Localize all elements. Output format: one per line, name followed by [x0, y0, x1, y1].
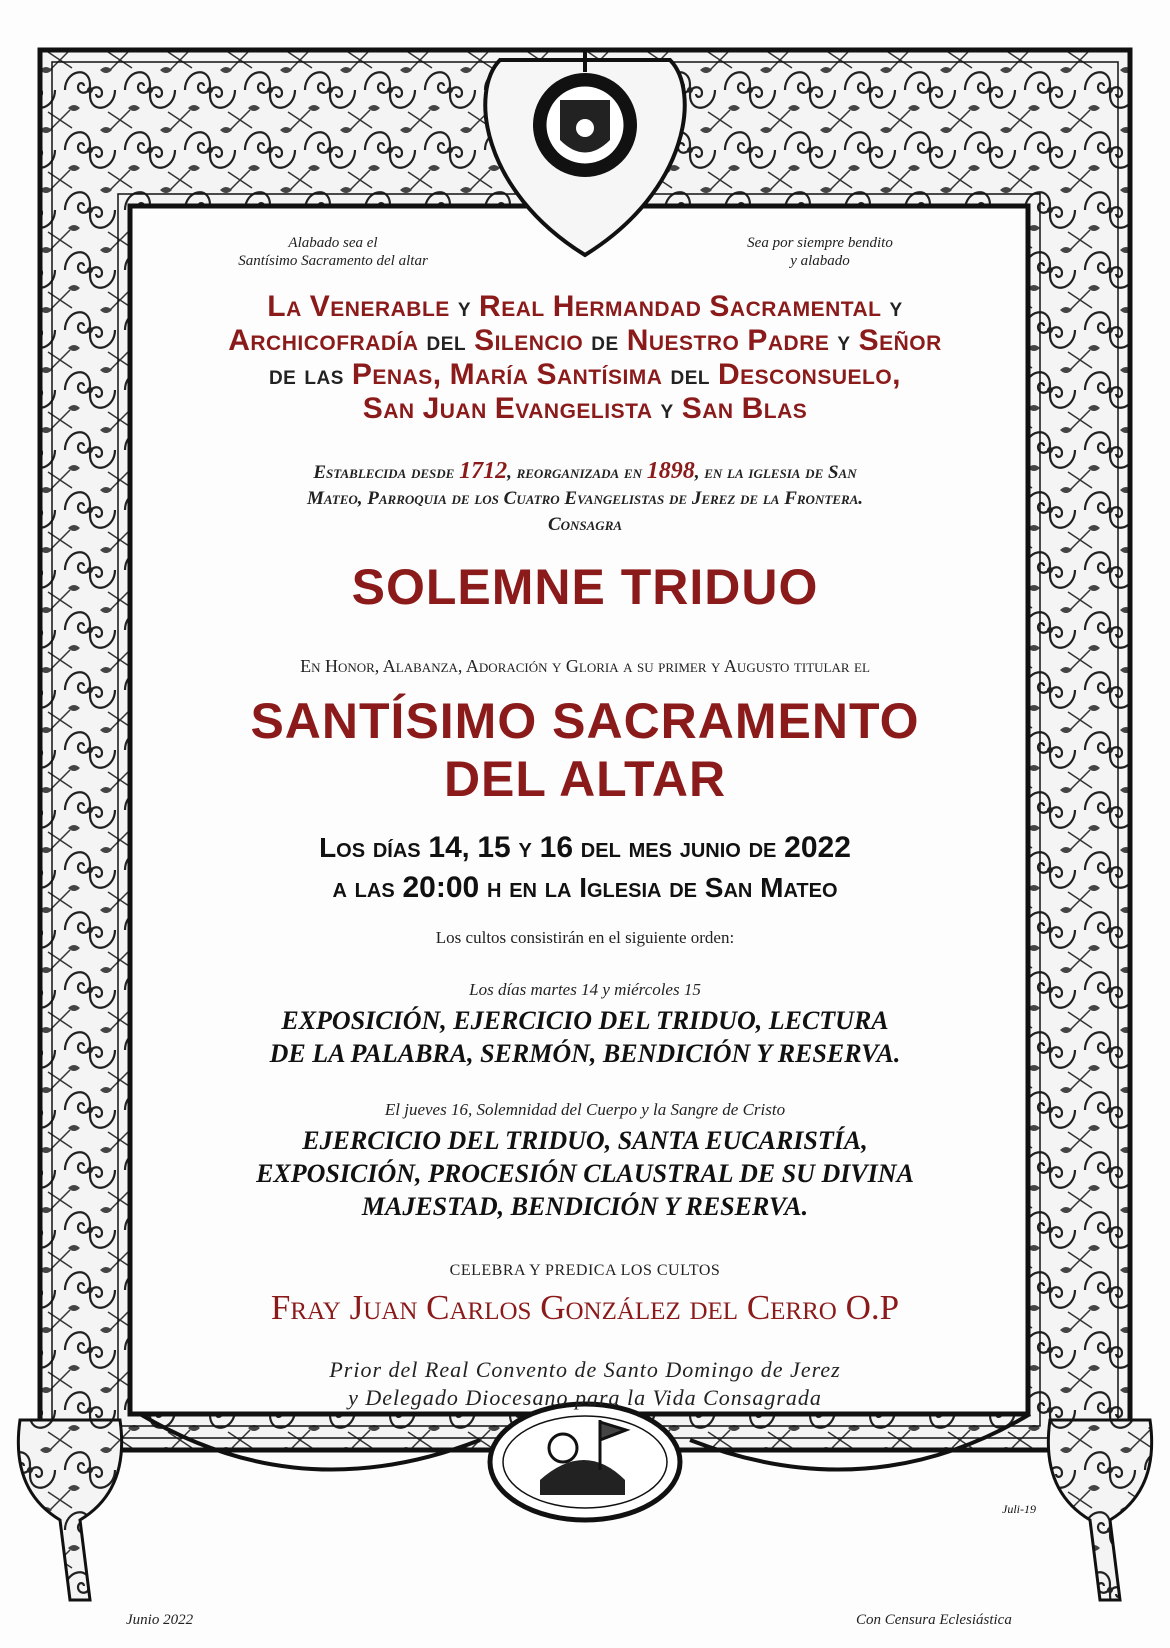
day-1: 14: [428, 831, 462, 864]
word: del: [670, 360, 710, 390]
block1-line-2: DE LA PALABRA, SERMÓN, BENDICIÓN Y RESERVA.: [269, 1039, 901, 1068]
year-founded: 1712: [459, 458, 508, 484]
block2-intro: El jueves 16, Solemnidad del Cuerpo y la Sangre de Cristo: [384, 1100, 786, 1119]
sacrament-title-2: DEL ALTAR: [443, 751, 727, 807]
celebrant-title: [0, 1356, 1170, 1412]
block1-intro: Los días martes 14 y miércoles 15: [469, 980, 701, 999]
time-prefix: a las: [332, 872, 403, 903]
block1-text: [0, 1004, 1170, 1070]
honor-line: En Honor, Alabanza, Adoración y Gloria a su primer y Augusto titular el: [300, 656, 870, 676]
word: y: [457, 292, 472, 322]
established-line-2: Mateo, Parroquia de los Cuatro Evangelistas de Jerez de la Frontera.: [306, 488, 864, 509]
word: Blas: [741, 392, 808, 425]
celebrant-intro: CELEBRA Y PREDICA LOS CULTOS: [449, 1262, 721, 1279]
celebrant-name: Fray Juan Carlos González del Cerro O.P: [270, 1288, 900, 1327]
word: Nuestro: [626, 324, 740, 357]
word: de: [591, 326, 619, 356]
established-prefix: Establecida desde: [313, 462, 460, 483]
motto-right-line2: y alabado: [790, 253, 850, 269]
brotherhood-line-2: [0, 324, 1170, 358]
motto-left-line2: Santísimo Sacramento del altar: [238, 253, 428, 269]
word: Penas,: [351, 358, 442, 391]
footer-censorship: Con Censura Eclesiástica: [856, 1612, 1012, 1628]
brotherhood-line-3: [0, 358, 1170, 392]
word: Venerable: [309, 290, 450, 323]
word: y: [660, 394, 674, 424]
dates-line-1: [0, 828, 1170, 868]
day-2: 15: [477, 831, 511, 864]
celebrant-title-line-1: Prior del Real Convento de Santo Domingo de Jerez: [329, 1357, 841, 1382]
day-3: 16: [539, 831, 574, 864]
year: 2022: [784, 831, 851, 864]
location: h en la Iglesia de San Mateo: [479, 872, 838, 903]
motto-right-line1: Sea por siempre bendito: [747, 235, 893, 251]
established-middle: , reorganizada en: [507, 462, 647, 483]
motto-right: [700, 234, 940, 270]
word: San: [681, 392, 734, 425]
word: Padre: [747, 324, 830, 357]
block1-line-1: EXPOSICIÓN, EJERCICIO DEL TRIDUO, LECTURA: [281, 1006, 889, 1035]
established-line-1: [0, 458, 1170, 486]
word: Santísima: [536, 358, 663, 391]
motto-left-line1: Alabado sea el: [288, 235, 378, 251]
dates-sep: ,: [461, 832, 478, 863]
dates-block: [0, 828, 1170, 908]
established-suffix: , en la iglesia de San: [694, 462, 857, 483]
word: Señor: [858, 324, 942, 357]
artist-signature: Juli-19: [1002, 1502, 1036, 1516]
word: Real: [479, 290, 545, 323]
word: María: [449, 358, 529, 391]
brotherhood-line-4: [0, 392, 1170, 426]
word: y: [889, 292, 903, 322]
time: 20:00: [402, 871, 480, 904]
word: Desconsuelo,: [718, 358, 902, 391]
word: del: [426, 326, 467, 356]
brotherhood-line-1: [0, 290, 1170, 324]
block2-line-2: EXPOSICIÓN, PROCESIÓN CLAUSTRAL DE SU DIVINA: [256, 1159, 914, 1188]
word: Sacramental: [709, 290, 882, 323]
block2-line-3: MAJESTAD, BENDICIÓN Y RESERVA.: [361, 1192, 809, 1221]
main-title: SOLEMNE TRIDUO: [351, 559, 819, 615]
order-intro: Los cultos consistirán en el siguiente orden:: [435, 928, 735, 947]
word: Silencio: [474, 324, 584, 357]
dates-line-2: [0, 868, 1170, 908]
dates-month: del mes junio de: [573, 832, 785, 863]
block2-line-1: EJERCICIO DEL TRIDUO, SANTA EUCARISTÍA,: [302, 1126, 868, 1155]
sacrament-title-1: SANTÍSIMO SACRAMENTO: [250, 693, 920, 749]
word: Evangelista: [494, 392, 653, 425]
brotherhood-title: [0, 290, 1170, 426]
word: Archicofradía: [228, 324, 419, 357]
celebrant-title-line-2: y Delegado Diocesano para la Vida Consagrada: [348, 1385, 822, 1410]
word: Hermandad: [552, 290, 702, 323]
word: de: [268, 360, 297, 390]
dates-and: y: [510, 832, 540, 863]
word: San: [362, 392, 415, 425]
word: y: [837, 326, 851, 356]
established-text: [0, 458, 1170, 538]
word: Juan: [422, 392, 487, 425]
footer-date: Junio 2022: [126, 1612, 194, 1628]
word: La: [267, 290, 302, 323]
motto-left: [188, 234, 478, 270]
dates-prefix: Los días: [319, 832, 429, 863]
year-reorganized: 1898: [646, 458, 695, 484]
block2-text: [0, 1124, 1170, 1223]
established-line-3: Consagra: [547, 514, 623, 535]
word: las: [304, 360, 344, 390]
